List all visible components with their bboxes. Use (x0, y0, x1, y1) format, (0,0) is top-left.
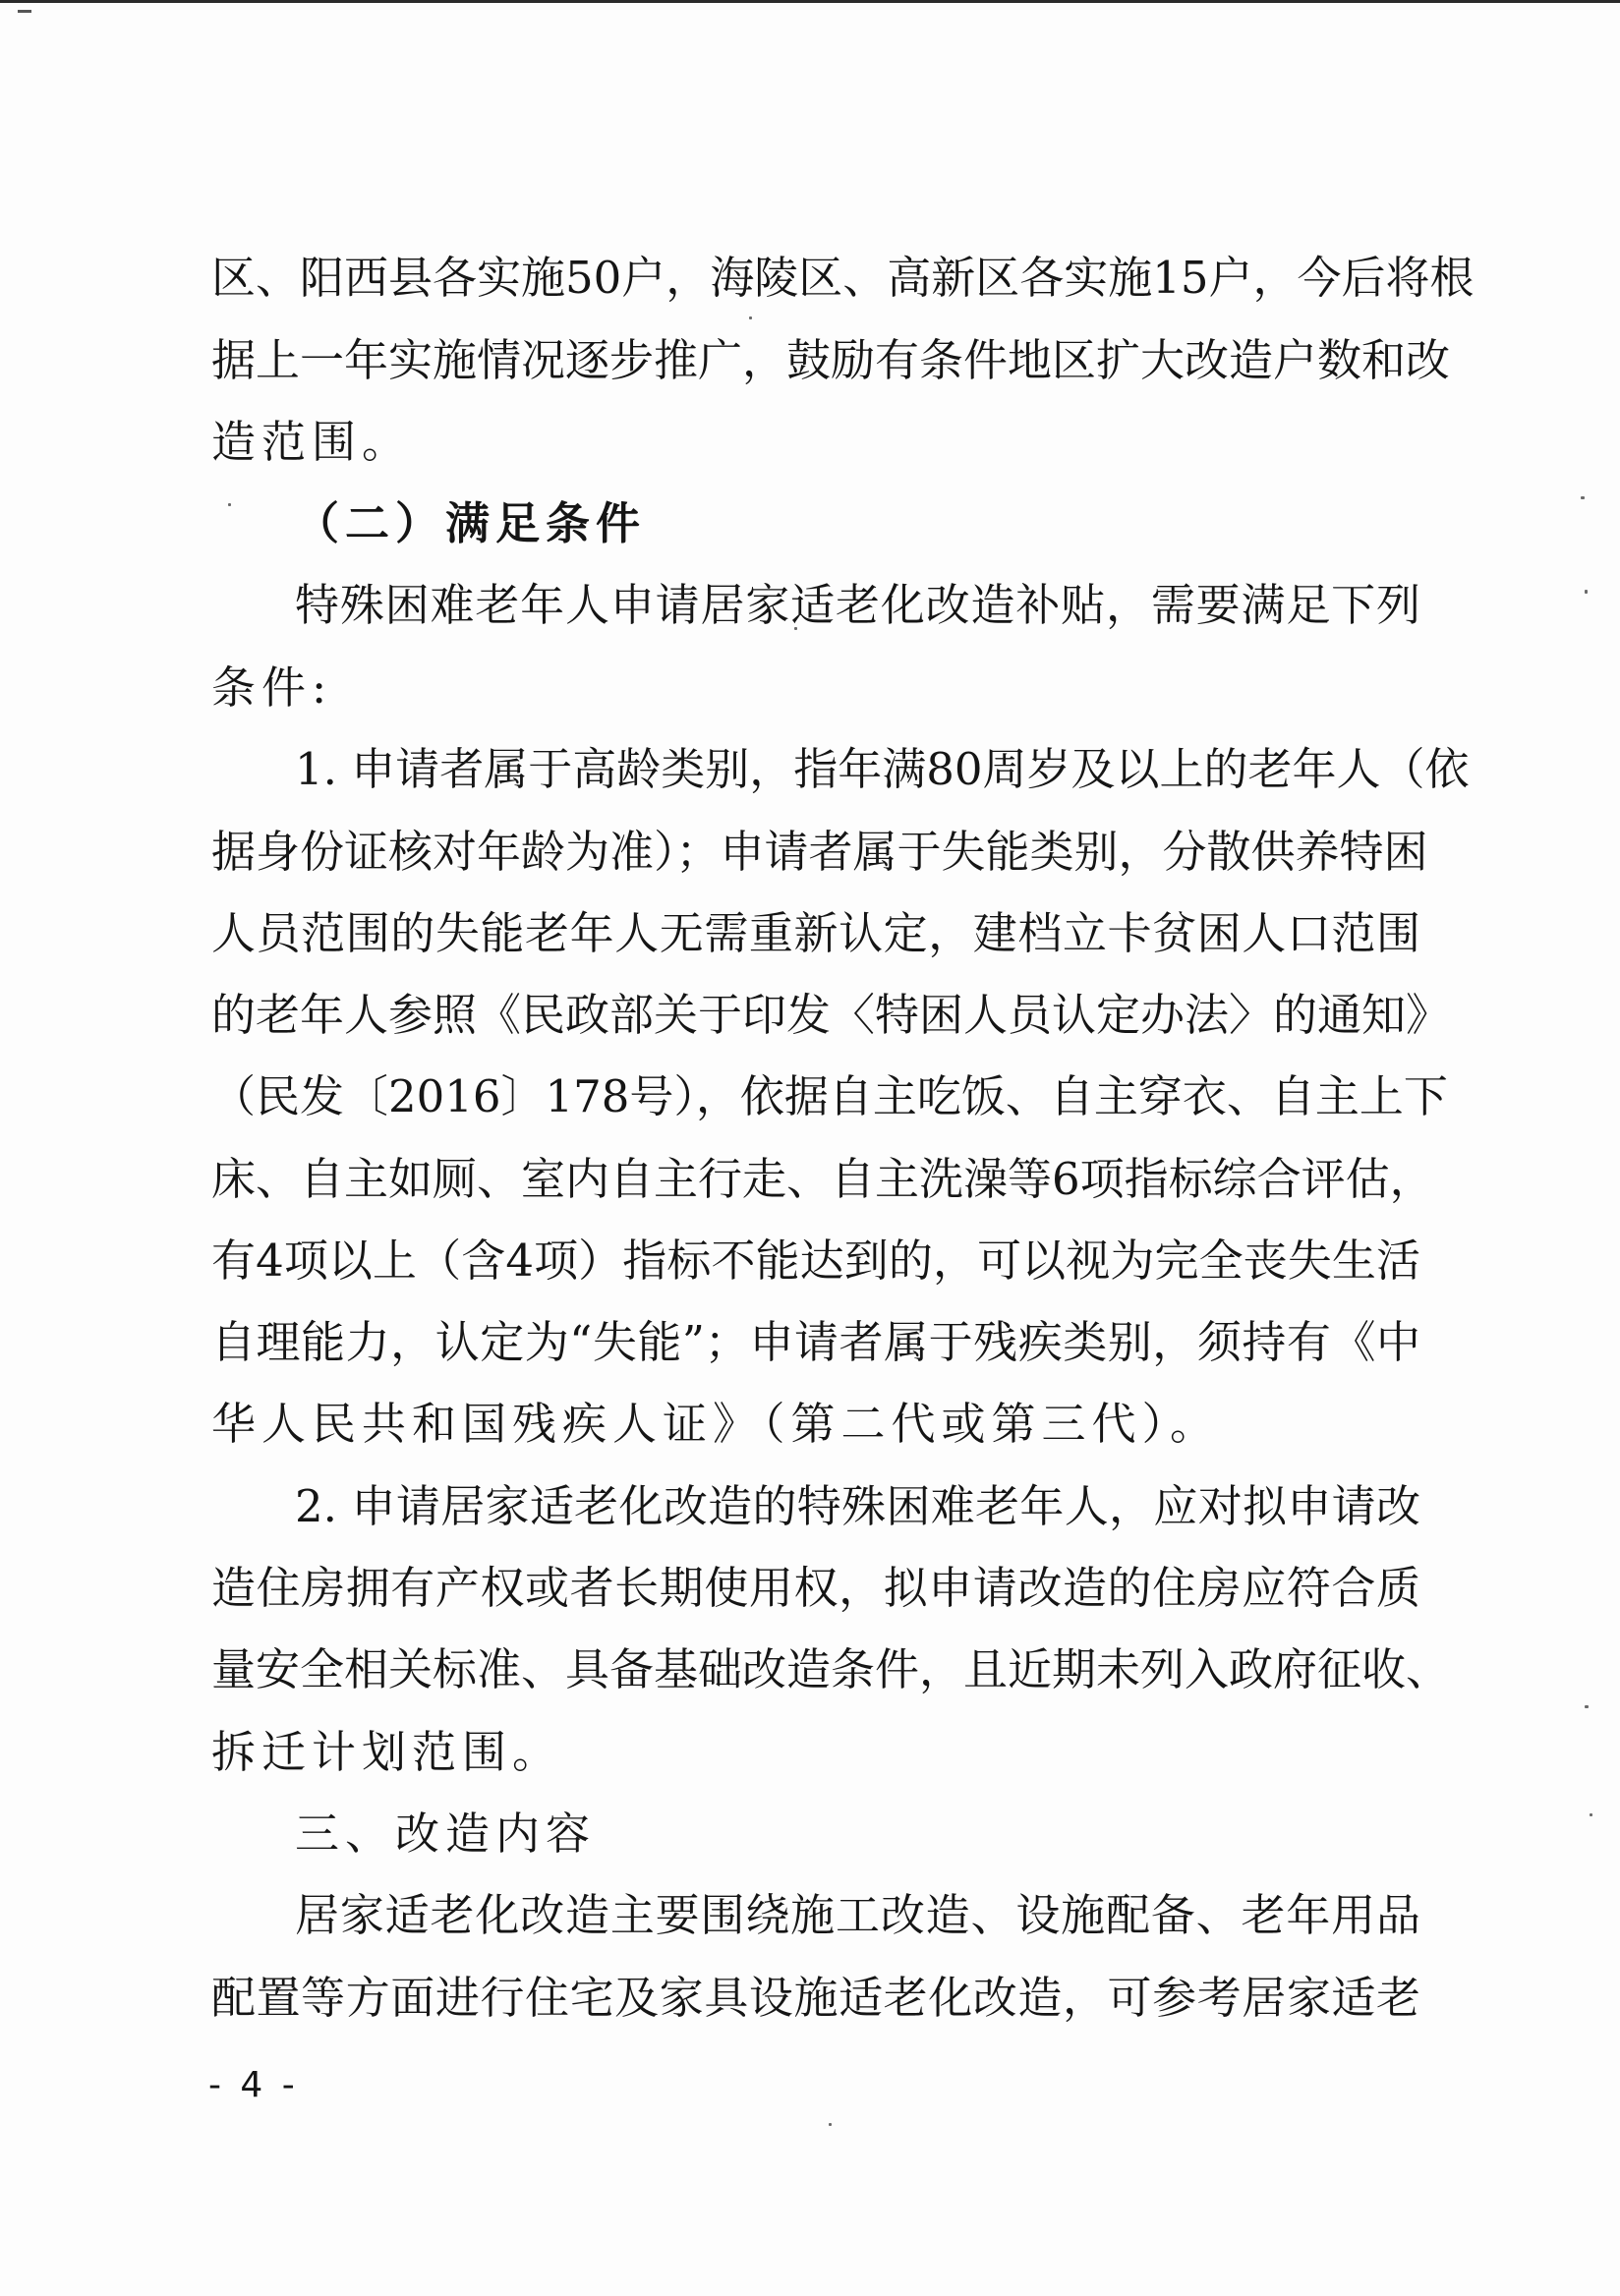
text-line: 据上一年实施情况逐步推广，鼓励有条件地区扩大改造户数和改 (211, 334, 1451, 386)
text-line: 拆迁计划范围。 (211, 1726, 563, 1778)
scan-speck (228, 503, 231, 506)
text-line: 条件: (211, 661, 333, 714)
scan-speck (1590, 1813, 1592, 1816)
scan-speck (829, 2123, 832, 2126)
text-line: 的老年人参照《民政部关于印发〈特困人员认定办法〉的通知》 (211, 989, 1451, 1041)
text-line: 据身份证核对年龄为准）；申请者属于失能类别，分散供养特困 (211, 826, 1428, 878)
text-line: 配置等方面进行住宅及家具设施适老化改造，可参考居家适老 (211, 1972, 1420, 2024)
text-line: 2. 申请居家适老化改造的特殊困难老年人，应对拟申请改 (295, 1480, 1420, 1532)
text-line: 区、阳西县各实施50户，海陵区、高新区各实施15户，今后将根 (211, 252, 1475, 304)
text-line: 量安全相关标准、具备基础改造条件，且近期未列入政府征收、 (211, 1643, 1451, 1695)
scan-mark (18, 10, 31, 13)
text-line: （民发〔2016〕178号），依据自主吃饭、自主穿衣、自主上下 (211, 1070, 1448, 1122)
text-line: 造住房拥有产权或者长期使用权，拟申请改造的住房应符合质 (211, 1562, 1420, 1614)
section-heading: 三、改造内容 (295, 1808, 597, 1860)
scan-speck (749, 316, 752, 319)
scan-speck (1581, 496, 1585, 499)
text-line: 有4项以上（含4项）指标不能达到的，可以视为完全丧失生活 (211, 1234, 1420, 1287)
section-heading: （二）满足条件 (295, 497, 647, 549)
text-line: 造范围。 (211, 416, 413, 468)
text-line: 床、自主如厕、室内自主行走、自主洗澡等6项指标综合评估， (211, 1153, 1434, 1205)
text-line: 居家适老化改造主要围绕施工改造、设施配备、老年用品 (295, 1889, 1420, 1941)
text-line: 自理能力，认定为“失能”；申请者属于残疾类别，须持有《中 (211, 1316, 1420, 1368)
text-line: 华人民共和国残疾人证》（第二代或第三代）。 (211, 1398, 1221, 1450)
page-number: - 4 - (208, 2065, 299, 2105)
text-line: 人员范围的失能老年人无需重新认定，建档立卡贫困人口范围 (211, 907, 1420, 959)
text-line: 特殊困难老年人申请居家适老化改造补贴，需要满足下列 (295, 579, 1420, 631)
scan-speck (1585, 1705, 1589, 1708)
scan-speck (1585, 590, 1588, 594)
text-line: 1. 申请者属于高龄类别，指年满80周岁及以上的老年人（依 (295, 743, 1470, 795)
scan-top-edge (0, 0, 1620, 3)
